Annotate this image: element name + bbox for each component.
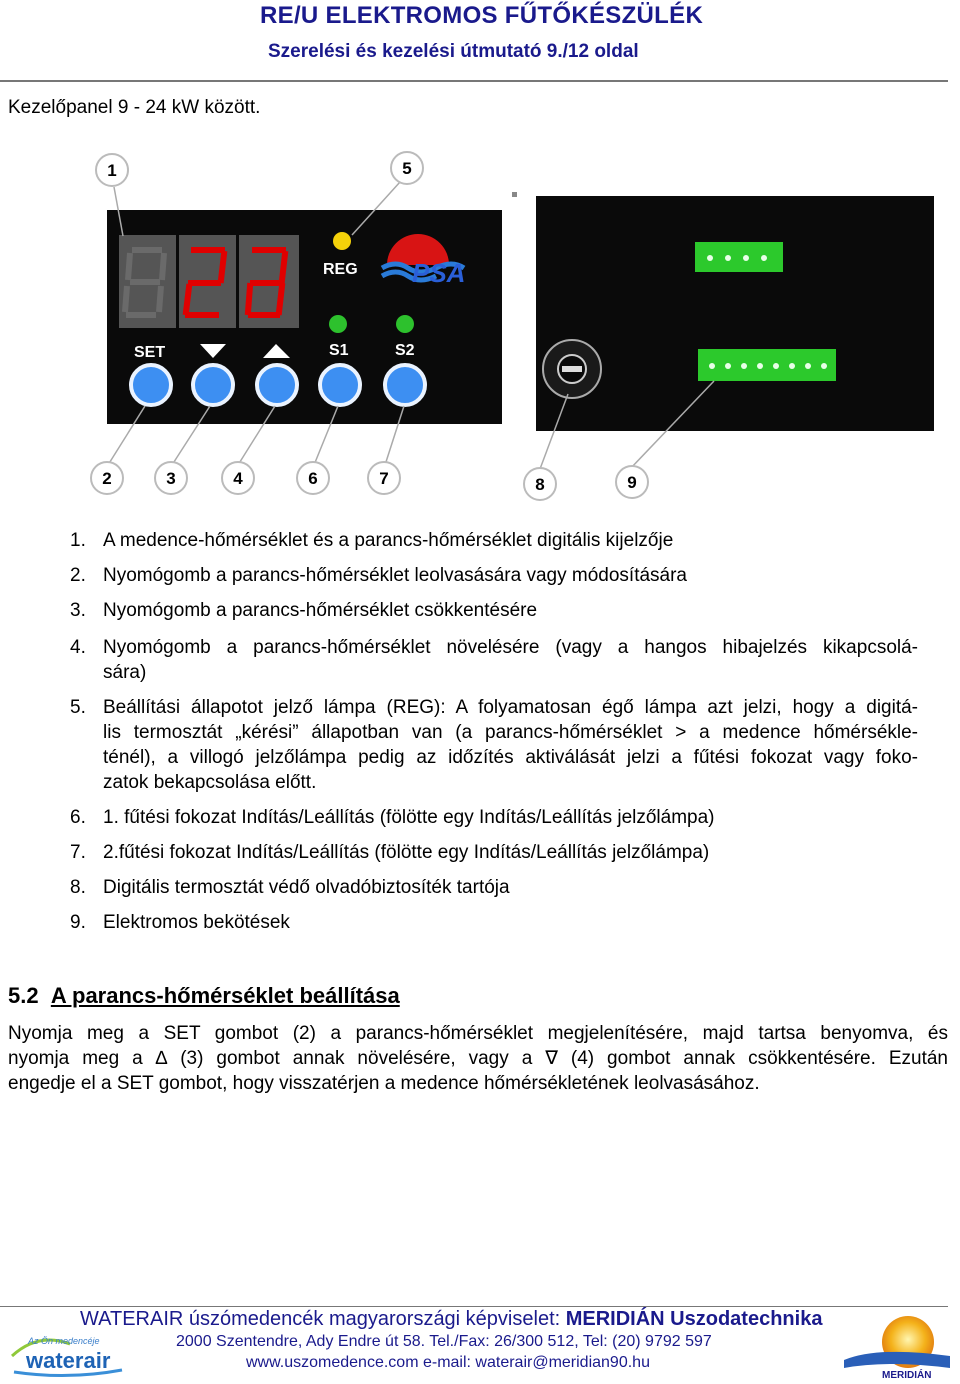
svg-text:Az Ön medencéje: Az Ön medencéje bbox=[28, 1336, 100, 1346]
callout-8: 8 bbox=[535, 475, 545, 494]
reg-label: REG bbox=[323, 261, 358, 278]
callout-9: 9 bbox=[627, 473, 637, 492]
s1-label: S1 bbox=[329, 342, 349, 359]
section-paragraph-line: engedje el a SET gombot, hogy visszatérjen a medence hőmérsékletének leolvasásához. bbox=[8, 1073, 760, 1094]
rear-panel bbox=[536, 196, 934, 431]
terminal-block-large bbox=[698, 349, 836, 381]
section-paragraph-line: nyomja meg a ∆ (3) gombot annak növelésére, vagy a ∇ (4) gombot annak csökkentésére. Ezután bbox=[8, 1048, 948, 1069]
footer-line-1: WATERAIR úszómedencék magyarországi képviselet: MERIDIÁN Uszodatechnika bbox=[80, 1308, 823, 1330]
document-subtitle: Szerelési és kezelési útmutató 9./12 oldal bbox=[268, 41, 639, 62]
set-label: SET bbox=[134, 344, 166, 361]
intro-text: Kezelőpanel 9 - 24 kW között. bbox=[8, 97, 261, 118]
s2-button[interactable] bbox=[385, 365, 425, 405]
callout-7: 7 bbox=[379, 469, 389, 488]
set-button[interactable] bbox=[131, 365, 171, 405]
svg-text:MERIDIÁN: MERIDIÁN bbox=[882, 1370, 932, 1381]
section-number: 5.2 bbox=[8, 983, 39, 1008]
footer-line-3: www.uszomedence.com e-mail: waterair@meridian90.hu bbox=[246, 1354, 650, 1371]
psa-logo-text: PSA bbox=[412, 258, 466, 288]
svg-text:waterair: waterair bbox=[26, 1348, 111, 1373]
document-title: RE/U ELEKTROMOS FŰTŐKÉSZÜLÉK bbox=[260, 2, 704, 29]
header-divider bbox=[0, 80, 948, 82]
callout-5: 5 bbox=[402, 159, 412, 178]
s2-lamp bbox=[396, 315, 414, 333]
rear-panel-figure bbox=[500, 184, 940, 514]
footer-divider bbox=[0, 1306, 948, 1307]
s1-button[interactable] bbox=[320, 365, 360, 405]
callout-6: 6 bbox=[308, 469, 318, 488]
down-button[interactable] bbox=[193, 365, 233, 405]
waterair-logo bbox=[8, 1328, 128, 1378]
reg-lamp bbox=[333, 232, 351, 250]
callout-4: 4 bbox=[233, 469, 243, 488]
callout-2: 2 bbox=[102, 469, 112, 488]
section-heading bbox=[8, 983, 400, 1009]
section-title: A parancs-hőmérséklet beállítása bbox=[50, 983, 400, 1008]
s2-label: S2 bbox=[395, 342, 415, 359]
meridian-logo bbox=[838, 1306, 954, 1382]
section-paragraph-line: Nyomja meg a SET gombot (2) a parancs-hőmérséklet megjelenítésére, majd tartsa benyomva, és bbox=[8, 1023, 948, 1044]
s1-lamp bbox=[329, 315, 347, 333]
callout-3: 3 bbox=[166, 469, 176, 488]
callout-1: 1 bbox=[107, 161, 117, 180]
footer-line-2: 2000 Szentendre, Ady Endre út 58. Tel./Fax: 26/300 512, Tel: (20) 9792 597 bbox=[176, 1333, 712, 1350]
up-button[interactable] bbox=[257, 365, 297, 405]
